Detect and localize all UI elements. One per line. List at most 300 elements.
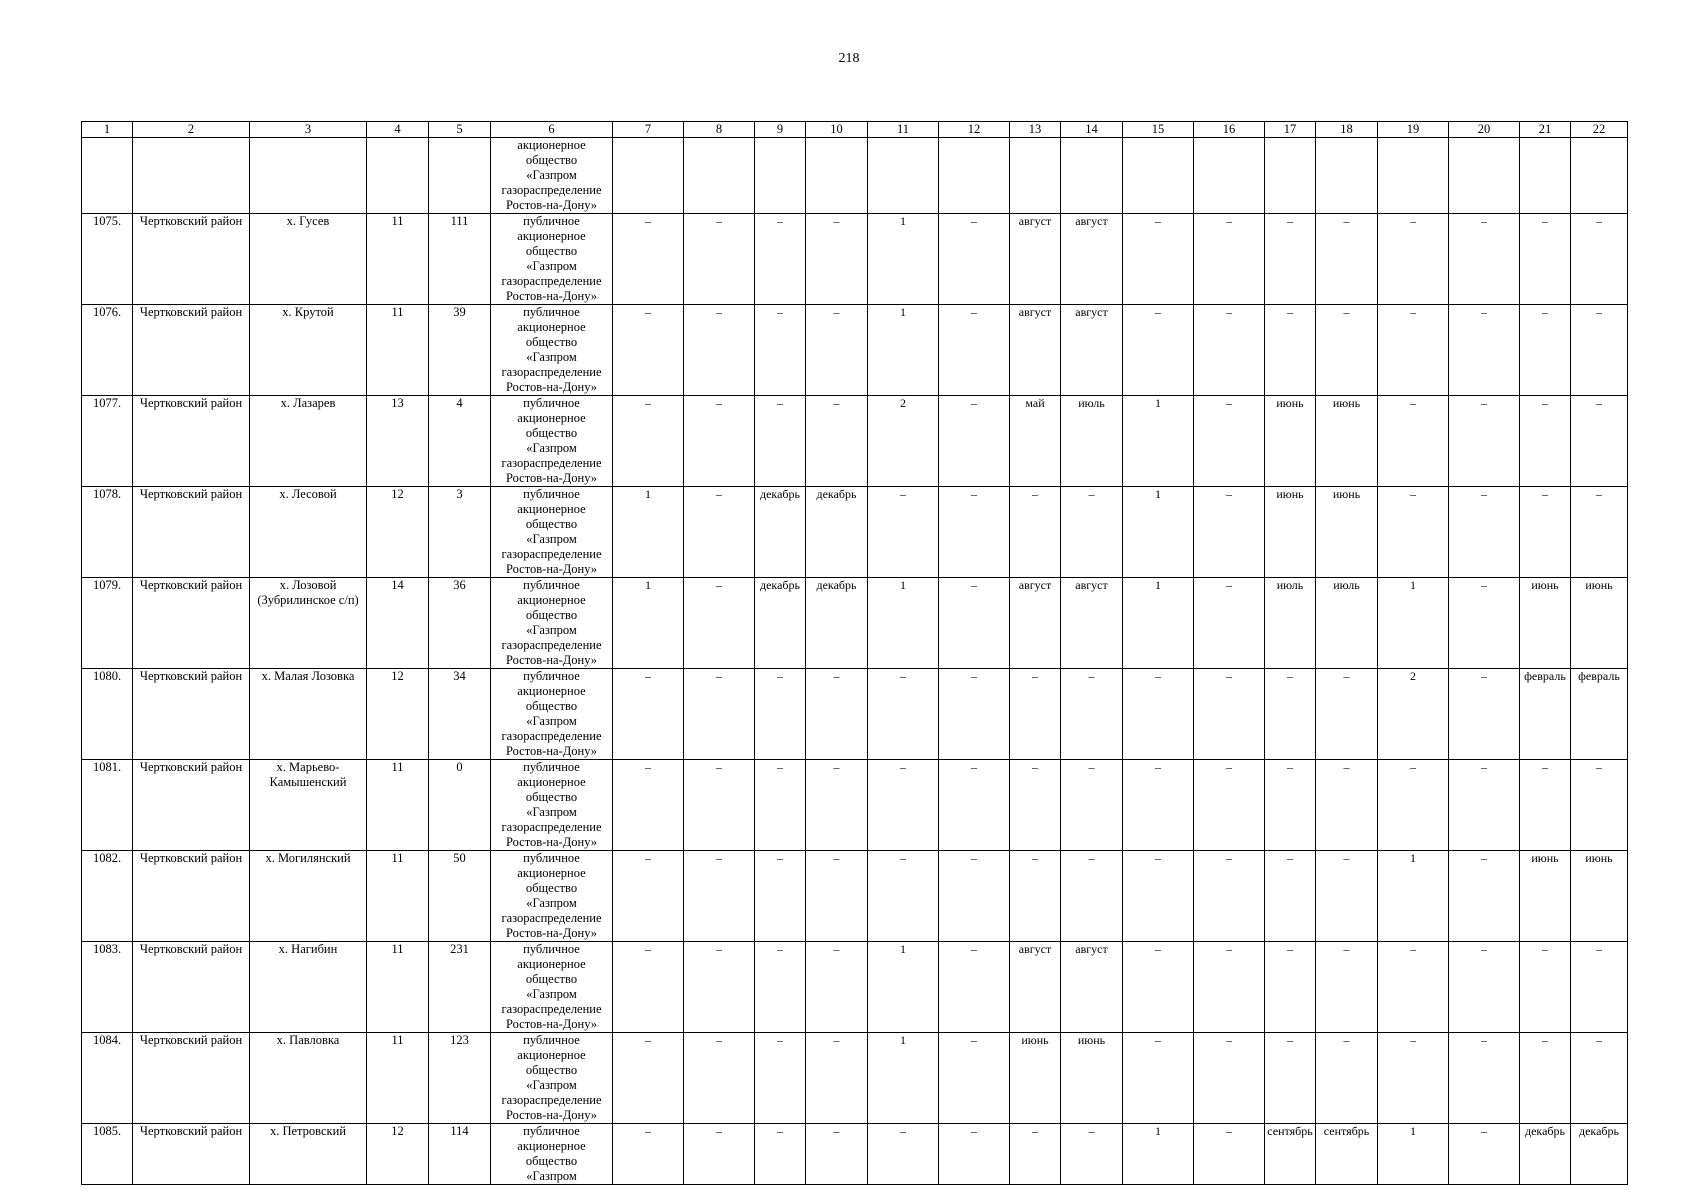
value-cell: – [1010, 760, 1061, 851]
col-header: 7 [613, 122, 684, 138]
table-row [82, 305, 1628, 396]
operator-cell: публичное акционерное общество «Газпром газораспределение Ростов-на-Дону» [491, 760, 613, 851]
col-header: 12 [939, 122, 1010, 138]
settlement-cell: х. Лозовой (Зубрилинское с/п) [250, 578, 367, 669]
data-table [81, 121, 1628, 1185]
value-cell: – [868, 760, 939, 851]
value-cell: 1 [868, 214, 939, 305]
value-cell: июнь [1571, 851, 1628, 942]
value-cell: 50 [429, 851, 491, 942]
value-cell: – [1061, 851, 1123, 942]
value-cell: – [1061, 1124, 1123, 1185]
value-cell: – [1571, 1033, 1628, 1124]
district-cell: Чертковский район [133, 1124, 250, 1185]
value-cell: – [1449, 487, 1520, 578]
value-cell: 1 [868, 942, 939, 1033]
cell [613, 138, 684, 214]
value-cell: 4 [429, 396, 491, 487]
value-cell: – [1123, 851, 1194, 942]
table-row [82, 669, 1628, 760]
operator-cell: публичное акционерное общество «Газпром газораспределение Ростов-на-Дону» [491, 851, 613, 942]
col-header: 18 [1316, 122, 1378, 138]
value-cell: декабрь [806, 578, 868, 669]
value-cell: июнь [1265, 487, 1316, 578]
value-cell: – [939, 851, 1010, 942]
row-number-cell: 1079. [82, 578, 133, 669]
value-cell: – [1449, 578, 1520, 669]
value-cell: – [684, 214, 755, 305]
value-cell: – [1194, 305, 1265, 396]
value-cell: сентябрь [1316, 1124, 1378, 1185]
value-cell: 1 [1123, 578, 1194, 669]
row-number-cell: 1083. [82, 942, 133, 1033]
value-cell: 1 [1123, 1124, 1194, 1185]
settlement-cell: х. Гусев [250, 214, 367, 305]
value-cell: – [613, 1033, 684, 1124]
value-cell: август [1010, 578, 1061, 669]
value-cell: 12 [367, 669, 429, 760]
value-cell: – [1123, 1033, 1194, 1124]
value-cell: август [1010, 305, 1061, 396]
value-cell: 231 [429, 942, 491, 1033]
value-cell: сентябрь [1265, 1124, 1316, 1185]
value-cell: июнь [1265, 396, 1316, 487]
value-cell: – [806, 760, 868, 851]
value-cell: – [1449, 305, 1520, 396]
value-cell: – [1520, 487, 1571, 578]
cell [429, 138, 491, 214]
value-cell: – [1316, 851, 1378, 942]
district-cell: Чертковский район [133, 214, 250, 305]
district-cell: Чертковский район [133, 487, 250, 578]
row-number-cell: 1081. [82, 760, 133, 851]
cell [1571, 138, 1628, 214]
value-cell: – [1316, 760, 1378, 851]
value-cell: – [1123, 669, 1194, 760]
value-cell: – [1265, 1033, 1316, 1124]
cell [1061, 138, 1123, 214]
value-cell: – [684, 669, 755, 760]
value-cell: – [1265, 942, 1316, 1033]
value-cell: – [1378, 487, 1449, 578]
value-cell: 1 [868, 578, 939, 669]
value-cell: – [684, 851, 755, 942]
value-cell: 1 [1123, 396, 1194, 487]
col-header: 13 [1010, 122, 1061, 138]
operator-cell: публичное акционерное общество «Газпром газораспределение Ростов-на-Дону» [491, 214, 613, 305]
value-cell: – [684, 487, 755, 578]
value-cell: – [613, 669, 684, 760]
value-cell: – [1123, 305, 1194, 396]
value-cell: июнь [1571, 578, 1628, 669]
page-number: 218 [838, 51, 860, 66]
cell [367, 138, 429, 214]
value-cell: – [613, 305, 684, 396]
value-cell: – [1010, 851, 1061, 942]
row-number-cell: 1076. [82, 305, 133, 396]
value-cell: – [1316, 942, 1378, 1033]
table-row [82, 396, 1628, 487]
value-cell: – [755, 851, 806, 942]
value-cell: – [1571, 760, 1628, 851]
value-cell: – [1194, 396, 1265, 487]
value-cell: июнь [1316, 487, 1378, 578]
table-row [82, 1124, 1628, 1185]
operator-cell: акционерное общество «Газпром газораспределение Ростов-на-Дону» [491, 138, 613, 214]
district-cell: Чертковский район [133, 669, 250, 760]
value-cell: 0 [429, 760, 491, 851]
value-cell: – [755, 396, 806, 487]
value-cell: – [1520, 305, 1571, 396]
col-header: 21 [1520, 122, 1571, 138]
value-cell: – [1123, 760, 1194, 851]
district-cell: Чертковский район [133, 305, 250, 396]
value-cell: – [755, 305, 806, 396]
value-cell: июль [1316, 578, 1378, 669]
value-cell: – [806, 305, 868, 396]
value-cell: – [1449, 214, 1520, 305]
value-cell: – [939, 214, 1010, 305]
value-cell: – [868, 1124, 939, 1185]
value-cell: – [613, 942, 684, 1033]
row-number-cell: 1078. [82, 487, 133, 578]
table-row [82, 851, 1628, 942]
value-cell: февраль [1520, 669, 1571, 760]
value-cell: – [939, 487, 1010, 578]
value-cell: 114 [429, 1124, 491, 1185]
value-cell: – [1265, 760, 1316, 851]
value-cell: июль [1265, 578, 1316, 669]
col-header: 1 [82, 122, 133, 138]
value-cell: 39 [429, 305, 491, 396]
value-cell: декабрь [755, 487, 806, 578]
value-cell: – [1123, 942, 1194, 1033]
cell [82, 138, 133, 214]
value-cell: – [613, 1124, 684, 1185]
value-cell: – [755, 1033, 806, 1124]
row-number-cell: 1075. [82, 214, 133, 305]
value-cell: август [1061, 305, 1123, 396]
settlement-cell: х. Лазарев [250, 396, 367, 487]
value-cell: – [939, 760, 1010, 851]
cell [1123, 138, 1194, 214]
district-cell: Чертковский район [133, 760, 250, 851]
value-cell: 1 [1378, 578, 1449, 669]
value-cell: – [1265, 851, 1316, 942]
cell [868, 138, 939, 214]
cell [1194, 138, 1265, 214]
value-cell: – [868, 851, 939, 942]
value-cell: – [806, 942, 868, 1033]
value-cell: 11 [367, 851, 429, 942]
value-cell: – [684, 396, 755, 487]
value-cell: – [806, 669, 868, 760]
value-cell: 11 [367, 214, 429, 305]
value-cell: 2 [868, 396, 939, 487]
value-cell: – [1194, 1033, 1265, 1124]
value-cell: – [806, 214, 868, 305]
col-header: 17 [1265, 122, 1316, 138]
value-cell: – [613, 851, 684, 942]
value-cell: – [939, 669, 1010, 760]
operator-cell: публичное акционерное общество «Газпром газораспределение Ростов-на-Дону» [491, 396, 613, 487]
district-cell: Чертковский район [133, 578, 250, 669]
value-cell: – [1449, 942, 1520, 1033]
value-cell: – [1061, 487, 1123, 578]
value-cell: – [613, 396, 684, 487]
value-cell: – [1010, 1124, 1061, 1185]
value-cell: – [1571, 305, 1628, 396]
value-cell: – [1378, 760, 1449, 851]
value-cell: – [1316, 669, 1378, 760]
value-cell: – [755, 669, 806, 760]
value-cell: – [1449, 760, 1520, 851]
value-cell: – [613, 214, 684, 305]
value-cell: – [755, 1124, 806, 1185]
value-cell: июнь [1061, 1033, 1123, 1124]
value-cell: 11 [367, 1033, 429, 1124]
value-cell: – [1061, 760, 1123, 851]
district-cell: Чертковский район [133, 1033, 250, 1124]
col-header: 9 [755, 122, 806, 138]
operator-cell: публичное акционерное общество «Газпром газораспределение Ростов-на-Дону» [491, 942, 613, 1033]
operator-cell: публичное акционерное общество «Газпром газораспределение Ростов-на-Дону» [491, 487, 613, 578]
value-cell: июнь [1316, 396, 1378, 487]
header-row [82, 122, 1628, 138]
value-cell: 1 [613, 487, 684, 578]
value-cell: – [939, 305, 1010, 396]
value-cell: июнь [1520, 851, 1571, 942]
value-cell: – [1378, 396, 1449, 487]
value-cell: – [1061, 669, 1123, 760]
row-number-cell: 1080. [82, 669, 133, 760]
value-cell: – [684, 942, 755, 1033]
value-cell: – [1449, 1033, 1520, 1124]
settlement-cell: х. Петровский [250, 1124, 367, 1185]
cell [1265, 138, 1316, 214]
value-cell: декабрь [1520, 1124, 1571, 1185]
value-cell: – [1194, 851, 1265, 942]
value-cell: 11 [367, 942, 429, 1033]
value-cell: – [1571, 487, 1628, 578]
value-cell: 1 [613, 578, 684, 669]
district-cell: Чертковский район [133, 851, 250, 942]
col-header: 15 [1123, 122, 1194, 138]
value-cell: – [939, 942, 1010, 1033]
value-cell: – [684, 760, 755, 851]
value-cell: декабрь [755, 578, 806, 669]
value-cell: – [1571, 396, 1628, 487]
operator-cell: публичное акционерное общество «Газпром газораспределение Ростов-на-Дону» [491, 305, 613, 396]
value-cell: – [1123, 214, 1194, 305]
value-cell: 13 [367, 396, 429, 487]
value-cell: – [806, 1124, 868, 1185]
value-cell: – [1194, 214, 1265, 305]
cell [250, 138, 367, 214]
value-cell: – [1378, 1033, 1449, 1124]
col-header: 20 [1449, 122, 1520, 138]
value-cell: – [1449, 851, 1520, 942]
row-number-cell: 1084. [82, 1033, 133, 1124]
value-cell: – [1520, 942, 1571, 1033]
table-row [82, 214, 1628, 305]
value-cell: – [1316, 214, 1378, 305]
value-cell: – [939, 396, 1010, 487]
col-header: 19 [1378, 122, 1449, 138]
value-cell: – [806, 851, 868, 942]
value-cell: – [1449, 1124, 1520, 1185]
table-row [82, 942, 1628, 1033]
operator-cell: публичное акционерное общество «Газпром газораспределение Ростов-на-Дону» [491, 578, 613, 669]
value-cell: 111 [429, 214, 491, 305]
value-cell: – [1194, 578, 1265, 669]
cell [806, 138, 868, 214]
value-cell: декабрь [806, 487, 868, 578]
value-cell: июнь [1010, 1033, 1061, 1124]
value-cell: – [1520, 214, 1571, 305]
value-cell: 2 [1378, 669, 1449, 760]
value-cell: – [1520, 396, 1571, 487]
col-header: 6 [491, 122, 613, 138]
value-cell: – [806, 396, 868, 487]
operator-cell: публичное акционерное общество «Газпром газораспределение Ростов-на-Дону» [491, 1033, 613, 1124]
settlement-cell: х. Марьево-Камышенский [250, 760, 367, 851]
value-cell: 1 [868, 305, 939, 396]
continuation-row [82, 138, 1628, 214]
value-cell: – [1571, 942, 1628, 1033]
value-cell: 1 [1123, 487, 1194, 578]
settlement-cell: х. Крутой [250, 305, 367, 396]
value-cell: – [684, 1033, 755, 1124]
value-cell: – [1265, 214, 1316, 305]
col-header: 22 [1571, 122, 1628, 138]
value-cell: – [939, 1033, 1010, 1124]
value-cell: 12 [367, 1124, 429, 1185]
value-cell: май [1010, 396, 1061, 487]
value-cell: август [1061, 214, 1123, 305]
row-number-cell: 1077. [82, 396, 133, 487]
cell [133, 138, 250, 214]
value-cell: июль [1061, 396, 1123, 487]
value-cell: июнь [1520, 578, 1571, 669]
table-row [82, 760, 1628, 851]
value-cell: – [1194, 669, 1265, 760]
value-cell: – [1520, 1033, 1571, 1124]
cell [939, 138, 1010, 214]
value-cell: – [1194, 1124, 1265, 1185]
value-cell: – [1194, 942, 1265, 1033]
cell [1520, 138, 1571, 214]
value-cell: 123 [429, 1033, 491, 1124]
value-cell: 3 [429, 487, 491, 578]
value-cell: – [1449, 669, 1520, 760]
value-cell: 34 [429, 669, 491, 760]
value-cell: – [684, 1124, 755, 1185]
value-cell: – [1194, 760, 1265, 851]
value-cell: – [1520, 760, 1571, 851]
value-cell: – [1316, 305, 1378, 396]
value-cell: 36 [429, 578, 491, 669]
cell [1449, 138, 1520, 214]
value-cell: 1 [1378, 851, 1449, 942]
settlement-cell: х. Могилянский [250, 851, 367, 942]
value-cell: 1 [1378, 1124, 1449, 1185]
table-row [82, 487, 1628, 578]
table-row [82, 1033, 1628, 1124]
value-cell: – [868, 487, 939, 578]
value-cell: февраль [1571, 669, 1628, 760]
value-cell: – [1010, 669, 1061, 760]
col-header: 4 [367, 122, 429, 138]
value-cell: – [755, 214, 806, 305]
settlement-cell: х. Малая Лозовка [250, 669, 367, 760]
col-header: 8 [684, 122, 755, 138]
value-cell: – [755, 942, 806, 1033]
cell [755, 138, 806, 214]
cell [1010, 138, 1061, 214]
value-cell: 12 [367, 487, 429, 578]
value-cell: – [684, 578, 755, 669]
value-cell: – [939, 578, 1010, 669]
value-cell: – [939, 1124, 1010, 1185]
settlement-cell: х. Павловка [250, 1033, 367, 1124]
value-cell: 1 [868, 1033, 939, 1124]
value-cell: декабрь [1571, 1124, 1628, 1185]
value-cell: – [1378, 305, 1449, 396]
district-cell: Чертковский район [133, 396, 250, 487]
col-header: 11 [868, 122, 939, 138]
settlement-cell: х. Нагибин [250, 942, 367, 1033]
value-cell: август [1010, 214, 1061, 305]
col-header: 14 [1061, 122, 1123, 138]
value-cell: август [1061, 578, 1123, 669]
value-cell: – [1265, 305, 1316, 396]
cell [1378, 138, 1449, 214]
value-cell: – [1194, 487, 1265, 578]
cell [1316, 138, 1378, 214]
value-cell: 11 [367, 305, 429, 396]
value-cell: – [1316, 1033, 1378, 1124]
value-cell: – [613, 760, 684, 851]
operator-cell: публичное акционерное общество «Газпром газораспределение Ростов-на-Дону» [491, 669, 613, 760]
row-number-cell: 1082. [82, 851, 133, 942]
col-header: 3 [250, 122, 367, 138]
value-cell: 11 [367, 760, 429, 851]
value-cell: – [1449, 396, 1520, 487]
col-header: 5 [429, 122, 491, 138]
value-cell: 14 [367, 578, 429, 669]
col-header: 16 [1194, 122, 1265, 138]
value-cell: – [1378, 942, 1449, 1033]
operator-cell: публичное акционерное общество «Газпром [491, 1124, 613, 1185]
table-row [82, 578, 1628, 669]
value-cell: – [806, 1033, 868, 1124]
district-cell: Чертковский район [133, 942, 250, 1033]
row-number-cell: 1085. [82, 1124, 133, 1185]
value-cell: – [1378, 214, 1449, 305]
col-header: 10 [806, 122, 868, 138]
value-cell: – [1571, 214, 1628, 305]
value-cell: август [1010, 942, 1061, 1033]
value-cell: – [1010, 487, 1061, 578]
value-cell: – [755, 760, 806, 851]
value-cell: – [684, 305, 755, 396]
settlement-cell: х. Лесовой [250, 487, 367, 578]
value-cell: – [1265, 669, 1316, 760]
cell [684, 138, 755, 214]
value-cell: август [1061, 942, 1123, 1033]
value-cell: – [868, 669, 939, 760]
